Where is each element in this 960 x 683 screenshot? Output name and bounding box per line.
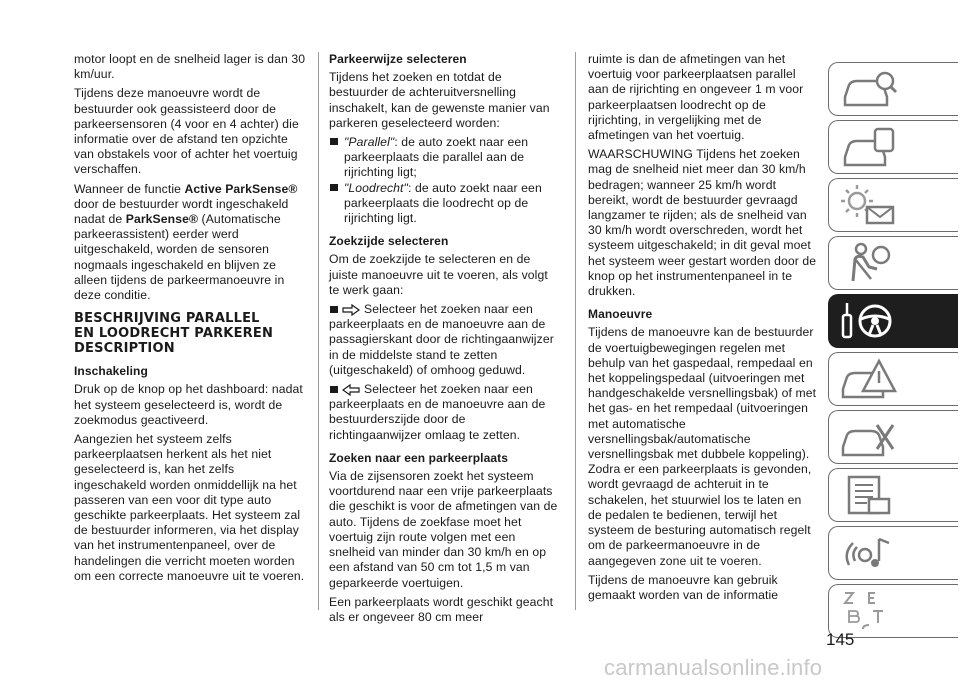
bullet-passagierskant: Selecteer het zoeken naar een parkeerplaats en de manoeuvre aan de passagierskant door de richtingaanwijzer in de middelste stand te zetten (uitgeschakeld) of omhoog geduwd. (329, 302, 554, 377)
multimedia-icon (839, 531, 899, 575)
tab-starting-driving[interactable] (828, 294, 958, 348)
column-separator-1 (318, 52, 319, 610)
paragraph: ruimte is dan de afmetingen van het voertuig voor parkeerplaatsen parallel aan de rijrichting en ongeveer 1 m voor parkeerplaatsen loodrecht op de rijrichting, in vergelijking met de afmetingen van het voertuig. (588, 52, 804, 143)
paragraph: Tijdens de manoeuvre kan gebruik gemaakt worden van de informatie (588, 572, 779, 602)
subheading-manoeuvre: Manoeuvre (588, 307, 653, 322)
column-separator-2 (575, 52, 576, 610)
paragraph: Een parkeerplaats wordt geschikt geacht als er ongeveer 80 cm meer (329, 594, 554, 624)
keyword-active-parksense: Active ParkSense® (184, 181, 298, 196)
tab-maintenance[interactable] (828, 410, 958, 464)
watermark: carmanualsonline.info (604, 655, 823, 680)
tab-airbag[interactable] (828, 236, 958, 290)
tab-emergency[interactable] (828, 352, 958, 406)
breakdown-triangle-icon (839, 357, 899, 401)
turn-signal-left-icon (342, 384, 360, 396)
paragraph: Aangezien het systeem zelfs parkeerplaatsen herkent als het niet geselecteerd is, kan het zelfs ingeschakeld worden onmiddellijk na het passeren van een voor dit type auto geschikte parkeerplaats. Het systeem zal de bestuurder informeren, via het display van het instrumentenpaneel, over de handelingen die verricht moeten worden om een correcte manoeuvre uit te voeren. (74, 432, 305, 583)
tab-warning-lights[interactable] (828, 178, 958, 232)
airbag-seatbelt-icon (839, 241, 899, 285)
chapter-tabs (828, 62, 960, 642)
section-heading: BESCHRIJVING PARALLEL EN LOODRECHT PARKEREN DESCRIPTION (74, 311, 274, 357)
tab-car-key[interactable] (828, 120, 958, 174)
column-3 (588, 52, 818, 607)
column-1 (74, 52, 306, 588)
car-info-icon (839, 67, 899, 111)
car-key-icon (839, 125, 899, 169)
key-steering-wheel-icon (839, 299, 899, 343)
bullet-square-icon (330, 306, 338, 313)
subheading-inschakeling: Inschakeling (74, 364, 148, 379)
tab-car-info[interactable] (828, 62, 958, 116)
bullet-parallel: "Parallel": de auto zoekt naar een parkeerplaats die parallel aan de rijrichting ligt; (329, 135, 561, 181)
tab-multimedia[interactable] (828, 526, 958, 580)
subheading-zoeken: Zoeken naar een parkeerplaats (329, 450, 508, 465)
turn-signal-right-icon (342, 304, 360, 316)
warning-lights-mail-icon (839, 183, 899, 227)
bullet-bestuurderszijde: Selecteer het zoeken naar een parkeerplaats en de manoeuvre aan de bestuurderszijde door de richtingaanwijzer omlaag te zetten. (329, 382, 546, 442)
page-number: 145 (826, 630, 855, 649)
paragraph: Om de zoekzijde te selecteren en de juiste manoeuvre uit te voeren, als volgt te werk gaan: (329, 252, 548, 297)
paragraph: Tijdens deze manoeuvre wordt de bestuurder ook geassisteerd door de parkeersensoren (4 voor en 4 achter) die informatie over de afstand ten opzichte van obstakels voor of achter het voertuig verschaffen. (74, 86, 299, 177)
bullet-square-icon (330, 184, 338, 191)
keyword-parksense: ParkSense® (125, 212, 199, 227)
paragraph: Via de zijsensoren zoekt het systeem voortdurend naar een vrije parkeerplaats die geschikt is voor de afmetingen van de auto. Tijdens de zoekfase moet het voertuig zijn route volgen met een snelheid van minder dan 30 km/h en op een afstand van 50 cm tot 1,5 m van geparkeerde voertuigen. (329, 469, 558, 590)
paragraph: Wanneer de functie Active ParkSense® door de bestuurder wordt ingeschakeld nadat de ParkSense® (Automatische parkeerassistent) eerder werd uitgeschakeld, worden de sensoren nogmaals ingeschakeld en blijven ze alleen tijdens de parkeermanoeuvre in deze conditie. (74, 181, 298, 303)
subheading-parkeerwijze: Parkeerwijze selecteren (329, 52, 467, 66)
warning-paragraph: WAARSCHUWING Tijdens het zoeken mag de snelheid niet meer dan 30 km/h bedragen; wanneer 25 km/h wordt bereikt, wordt de bestuurder gevraagd langzamer te rijden; als de snelheid van 30 km/h wordt overschreden, wordt het systeem uitgeschakeld; in dit geval moet het systeem weer gestart worden door de knop op het instrumentenpaneel in te drukken. (588, 147, 817, 299)
column-2 (329, 52, 561, 629)
paragraph: Tijdens het zoeken en totdat de bestuurder de achteruitversnelling inschakelt, kan de gewenste manier van parkeren geselecteerd worden: (329, 70, 550, 130)
subheading-zoekzijde: Zoekzijde selecteren (329, 234, 449, 249)
bullet-square-icon (330, 138, 338, 145)
tab-specifications[interactable] (828, 468, 958, 522)
specifications-list-icon (839, 473, 899, 517)
car-maintenance-icon (839, 415, 899, 459)
paragraph: Druk op de knop op het dashboard: nadat het systeem geselecteerd is, wordt de zoekmodus geactiveerd. (74, 382, 303, 427)
bullet-square-icon (330, 386, 338, 393)
paragraph: motor loopt en de snelheid lager is dan 30 km/uur. (74, 52, 306, 82)
alphabetical-index-icon (839, 589, 899, 633)
bullet-loodrecht: "Loodrecht": de auto zoekt naar een parkeerplaats die loodrecht op de rijrichting ligt. (329, 181, 561, 227)
paragraph: Tijdens de manoeuvre kan de bestuurder de voertuigbewegingen regelen met behulp van het gaspedaal, rempedaal en het koppelingspedaal (uitvoeringen met handgeschakelde versnellingsbak) of met het gas- en het rempedaal (uitvoeringen met automatische versnellingsbak/automatische versnellingsbak met dubbele koppeling). Zodra er een parkeerplaats is gevonden, wordt gevraagd de achteruit in te schakelen, het stuurwiel los te laten en de pedalen te bedienen, terwijl het systeem de besturing automatisch regelt om de parkeermanoeuvre in de aangegeven zone uit te voeren. (588, 325, 817, 568)
